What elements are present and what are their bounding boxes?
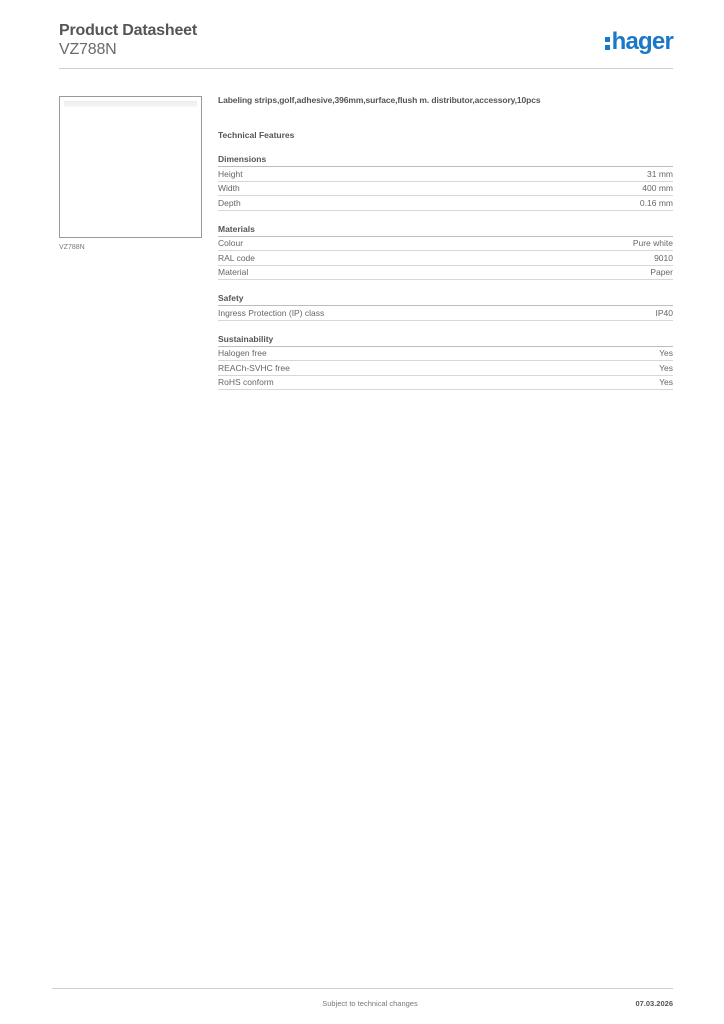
section-title: Materials: [218, 224, 673, 237]
product-description: Labeling strips,golf,adhesive,396mm,surface,flush m. distributor,accessory,10pcs: [218, 95, 541, 105]
section-title: Safety: [218, 293, 673, 306]
logo-dots-icon: [605, 37, 610, 50]
spec-row: [218, 376, 673, 391]
spec-label: REACh-SVHC free: [218, 362, 290, 373]
spec-value: Yes: [659, 362, 673, 373]
footer-date: 07.03.2026: [635, 999, 673, 1008]
section-materials: [218, 224, 673, 281]
spec-label: Ingress Protection (IP) class: [218, 307, 325, 318]
spec-label: Height: [218, 168, 243, 179]
spec-row: [218, 251, 673, 266]
spec-row: [218, 347, 673, 362]
spec-row: [218, 266, 673, 281]
spec-value: Yes: [659, 348, 673, 359]
spec-row: [218, 182, 673, 197]
spec-row: [218, 306, 673, 321]
spec-label: Width: [218, 183, 240, 194]
document-title: Product Datasheet: [59, 22, 197, 39]
spec-value: 31 mm: [647, 168, 673, 179]
product-code: VZ788N: [59, 41, 117, 58]
product-details: [218, 95, 673, 390]
spec-value: 400 mm: [642, 183, 673, 194]
spec-row: [218, 361, 673, 376]
section-dimensions: [218, 154, 673, 211]
spec-label: Halogen free: [218, 348, 267, 359]
spec-row: [218, 237, 673, 252]
spec-label: Depth: [218, 197, 241, 208]
spec-value: IP40: [655, 307, 673, 318]
spec-value: Yes: [659, 377, 673, 388]
spec-row: [218, 167, 673, 182]
header-divider: [59, 68, 673, 69]
product-image: [59, 96, 202, 238]
spec-value: 0.16 mm: [639, 197, 673, 208]
hager-logo: [605, 28, 673, 56]
logo-text: hager: [611, 28, 673, 55]
section-sustainability: [218, 334, 673, 391]
technical-features-heading: Technical Features: [218, 130, 295, 140]
section-title: Dimensions: [218, 154, 673, 167]
spec-row: [218, 196, 673, 211]
spec-label: Material: [218, 267, 249, 278]
section-safety: [218, 293, 673, 321]
footer-divider: [52, 988, 673, 989]
spec-label: RoHS conform: [218, 377, 274, 388]
section-title: Sustainability: [218, 334, 673, 347]
spec-label: RAL code: [218, 252, 256, 263]
spec-value: Pure white: [632, 238, 673, 249]
image-caption: VZ788N: [59, 244, 85, 251]
footer-note: Subject to technical changes: [322, 999, 418, 1008]
spec-value: Paper: [650, 267, 673, 278]
labeling-strip-image: [64, 101, 197, 107]
spec-value: 9010: [654, 252, 673, 263]
page-header: [59, 22, 673, 59]
spec-label: Colour: [218, 238, 244, 249]
